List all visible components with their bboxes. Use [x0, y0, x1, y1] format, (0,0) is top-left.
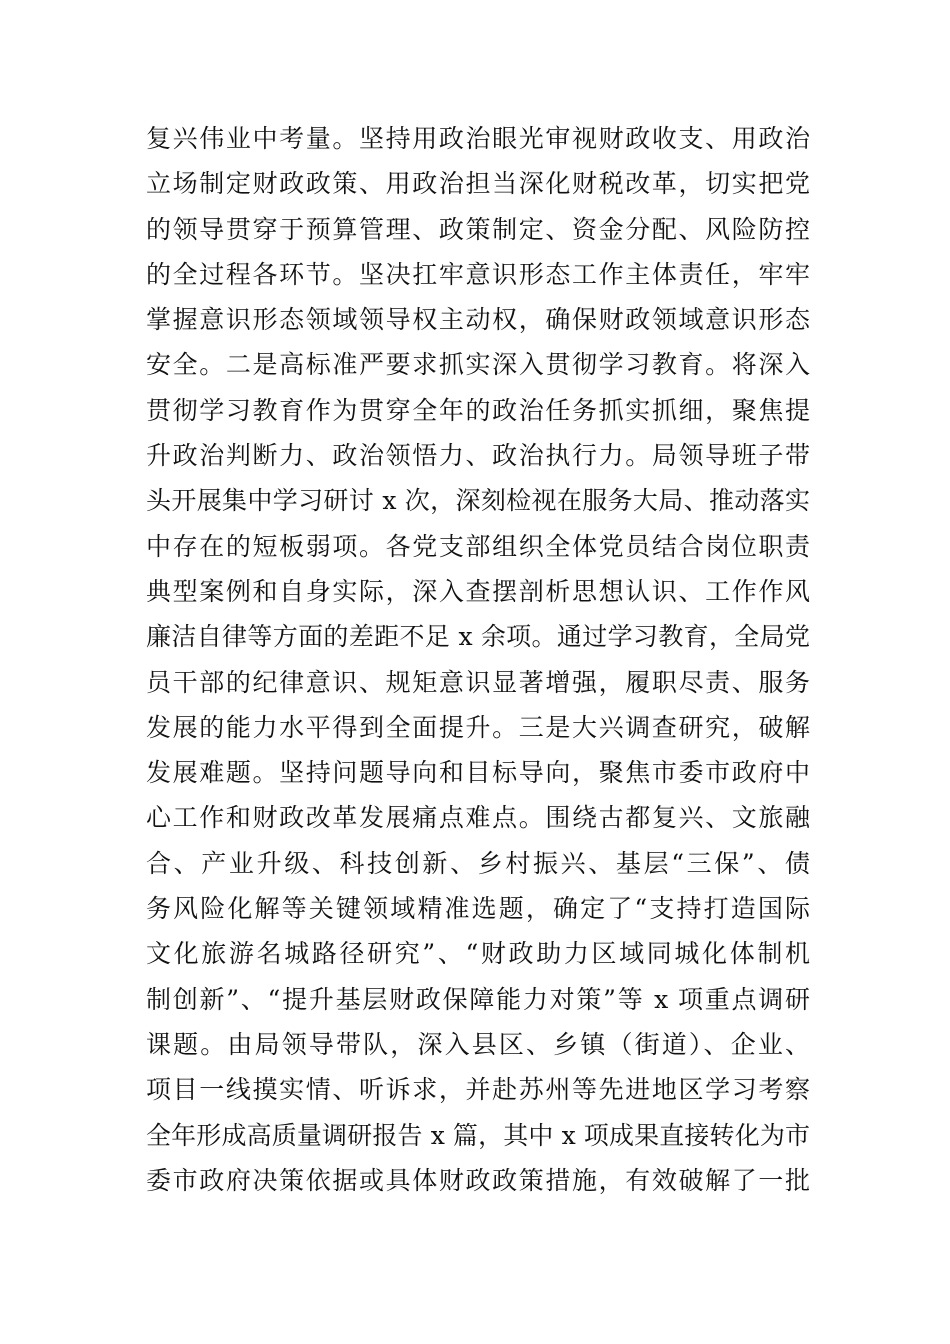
text-line: 升政治判断力、政治领悟力、政治执行力。局领导班子带	[146, 441, 810, 471]
text-line: 委市政府决策依据或具体财政政策措施，有效破解了一批	[146, 1165, 810, 1195]
text-line: 合、产业升级、科技创新、乡村振兴、基层“三保”、债	[146, 848, 810, 878]
text-line: 掌握意识形态领域领导权主动权，确保财政领域意识形态	[146, 305, 810, 335]
text-line: 全年形成高质量调研报告 x 篇，其中 x 项成果直接转化为市	[146, 1120, 810, 1150]
text-line: 中存在的短板弱项。各党支部组织全体党员结合岗位职责	[146, 531, 810, 561]
text-line: 复兴伟业中考量。坚持用政治眼光审视财政收支、用政治	[146, 124, 810, 153]
text-line: 员干部的纪律意识、规矩意识显著增强，履职尽责、服务	[146, 667, 810, 697]
text-line: 廉洁自律等方面的差距不足 x 余项。通过学习教育，全局党	[146, 622, 810, 652]
body-paragraph	[146, 116, 810, 1203]
text-line: 的领导贯穿于预算管理、政策制定、资金分配、风险防控	[146, 214, 810, 244]
text-line: 课题。由局领导带队，深入县区、乡镇（街道）、企业、	[146, 1029, 810, 1059]
text-line: 心工作和财政改革发展痛点难点。围绕古都复兴、文旅融	[146, 803, 810, 833]
text-line: 发展难题。坚持问题导向和目标导向，聚焦市委市政府中	[146, 758, 810, 788]
text-line: 头开展集中学习研讨 x 次，深刻检视在服务大局、推动落实	[146, 486, 810, 516]
text-line: 发展的能力水平得到全面提升。三是大兴调查研究，破解	[146, 712, 810, 742]
text-line: 安全。二是高标准严要求抓实深入贯彻学习教育。将深入	[146, 350, 810, 380]
text-line: 典型案例和自身实际，深入查摆剖析思想认识、工作作风	[146, 576, 810, 606]
text-line: 务风险化解等关键领域精准选题，确定了“支持打造国际	[146, 894, 810, 924]
text-line: 制创新”、“提升基层财政保障能力对策”等 x 项重点调研	[146, 984, 810, 1014]
text-line: 项目一线摸实情、听诉求，并赴苏州等先进地区学习考察	[146, 1075, 810, 1105]
text-line: 的全过程各环节。坚决扛牢意识形态工作主体责任，牢牢	[146, 259, 810, 289]
text-line: 贯彻学习教育作为贯穿全年的政治任务抓实抓细，聚焦提	[146, 395, 810, 425]
text-line: 文化旅游名城路径研究”、“财政助力区域同城化体制机	[146, 939, 810, 969]
text-line: 立场制定财政政策、用政治担当深化财税改革，切实把党	[146, 169, 810, 199]
